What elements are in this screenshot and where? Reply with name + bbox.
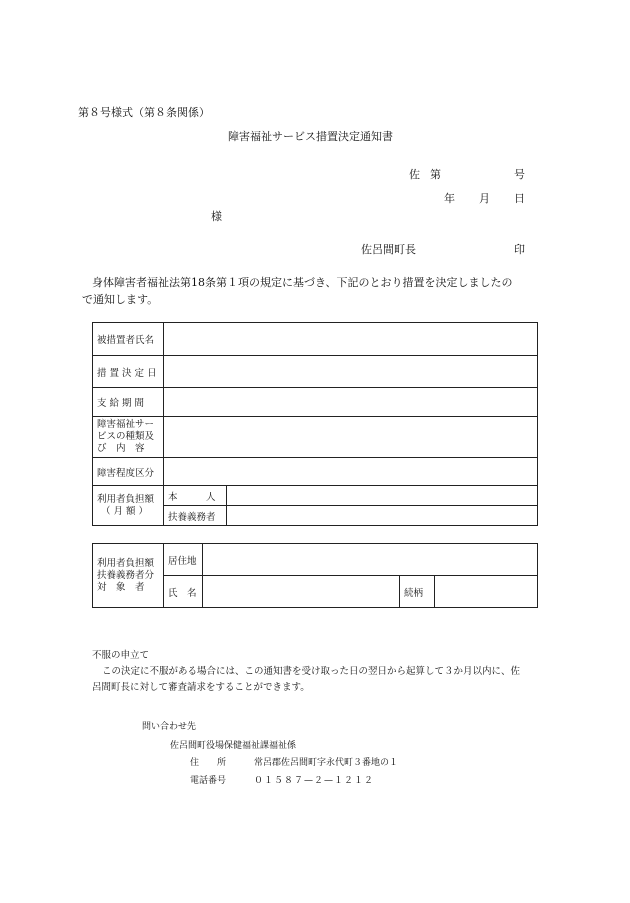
value-service-type bbox=[164, 417, 538, 458]
row-disability-class bbox=[93, 458, 538, 486]
label-relation: 続柄 bbox=[400, 576, 435, 608]
label-address: 居住地 bbox=[164, 544, 203, 576]
issuer-seal: 印 bbox=[514, 243, 525, 256]
value-decision-date bbox=[164, 356, 538, 388]
appeal-line-1: この決定に不服がある場合には、この通知書を受け取った日の翌日から起算して３か月以内に、佐 bbox=[102, 666, 521, 677]
row-decision-date bbox=[93, 356, 538, 388]
contact-address-label: 住 所 bbox=[190, 758, 227, 768]
ref-go: 号 bbox=[514, 168, 525, 181]
label-burden-line-2: （ 月 額 ） bbox=[101, 505, 149, 517]
form-number: 第８号様式（第８条関係） bbox=[78, 106, 210, 119]
contact-heading: 問い合わせ先 bbox=[142, 722, 197, 732]
ref-dai: 第 bbox=[430, 168, 441, 181]
issuer-name: 佐呂間町長 bbox=[361, 243, 416, 256]
label-disability-class: 障害程度区分 bbox=[93, 458, 164, 486]
contact-office: 佐呂間町役場保健福祉課福祉係 bbox=[170, 741, 297, 751]
label-recipient-name: 被措置者氏名 bbox=[93, 323, 164, 356]
notice-line-2: で通知します。 bbox=[82, 293, 159, 306]
value-payment-period bbox=[164, 388, 538, 417]
value-recipient-name bbox=[164, 323, 538, 356]
row-burden-self bbox=[93, 486, 538, 506]
label-service-type-line-3: び 内 容 bbox=[97, 443, 145, 454]
notice-line-1: 身体障害者福祉法第18条第１項の規定に基づき、下記のとおり措置を決定しましたの bbox=[92, 276, 513, 289]
label-guardian-line-3: 対 象 者 bbox=[97, 581, 145, 593]
appeal-line-2: 呂間町長に対して審査請求をすることができます。 bbox=[92, 682, 310, 693]
contact-address: 常呂郡佐呂間町字永代町３番地の１ bbox=[254, 758, 399, 768]
row-service-type bbox=[93, 417, 538, 458]
contact-phone: ０１５８７—２—１２１２ bbox=[254, 776, 375, 786]
value-address bbox=[203, 544, 538, 576]
date-month: 月 bbox=[479, 192, 490, 205]
guardian-table bbox=[92, 543, 538, 608]
label-guardian-line-2: 扶養義務者分 bbox=[97, 569, 155, 581]
value-relation bbox=[435, 576, 538, 608]
ref-sa: 佐 bbox=[409, 168, 420, 181]
label-burden-guardian: 扶養義務者 bbox=[164, 506, 227, 526]
label-burden-line-1: 利用者負担額 bbox=[97, 493, 155, 505]
label-service-type-line-1: 障害福祉サー bbox=[97, 419, 155, 430]
appeal-heading: 不服の申立て bbox=[92, 650, 150, 661]
value-disability-class bbox=[164, 458, 538, 486]
row-guardian-address bbox=[93, 544, 538, 576]
notice-body bbox=[82, 274, 552, 308]
date-day: 日 bbox=[514, 192, 525, 205]
value-burden-self bbox=[227, 486, 538, 506]
label-payment-period: 支 給 期 間 bbox=[93, 388, 164, 417]
row-recipient-name bbox=[93, 323, 538, 356]
label-decision-date: 措 置 決 定 日 bbox=[93, 356, 164, 388]
document-title: 障害福祉サービス措置決定通知書 bbox=[228, 130, 393, 143]
addressee-sama: 様 bbox=[211, 210, 222, 223]
appeal-section bbox=[92, 648, 552, 696]
value-burden-guardian bbox=[227, 506, 538, 526]
label-guardian-line-1: 利用者負担額 bbox=[97, 557, 155, 569]
contact-phone-label: 電話番号 bbox=[190, 776, 227, 786]
row-payment-period bbox=[93, 388, 538, 417]
measure-table bbox=[92, 322, 538, 526]
label-name: 氏 名 bbox=[164, 576, 203, 608]
value-name bbox=[203, 576, 400, 608]
label-burden-monthly bbox=[93, 486, 164, 526]
label-burden-self: 本 人 bbox=[164, 486, 227, 506]
label-service-type-line-2: ビスの種類及 bbox=[97, 431, 155, 442]
date-year: 年 bbox=[444, 192, 455, 205]
label-guardian-target bbox=[93, 544, 164, 608]
label-service-type bbox=[93, 417, 164, 458]
